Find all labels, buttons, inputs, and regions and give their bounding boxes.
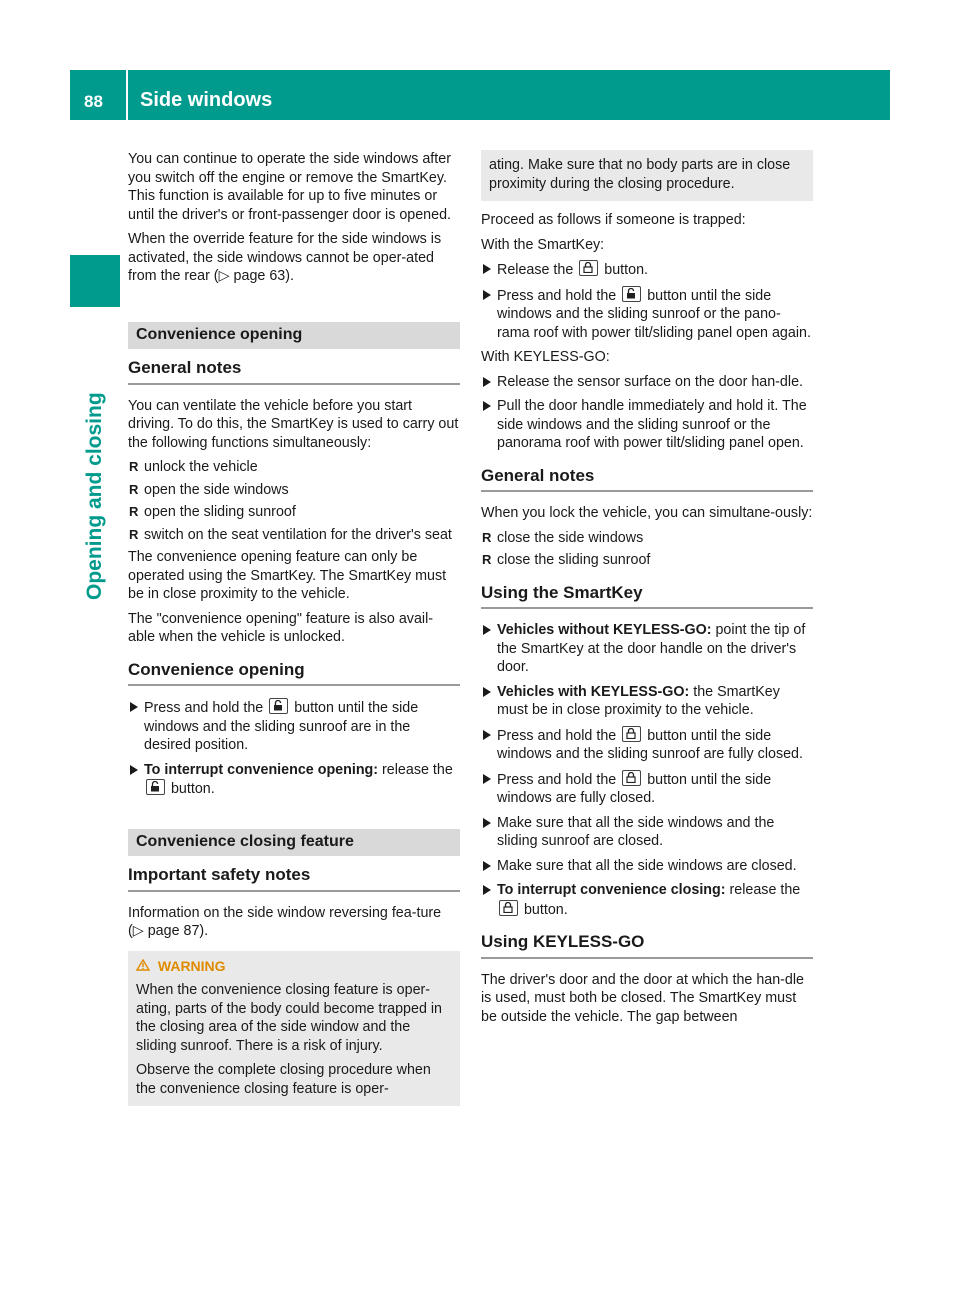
warning-continued: ating. Make sure that no body parts are in close proximity during the closing procedure. (481, 150, 813, 201)
warning-box (128, 951, 460, 1107)
instruction-step: Make sure that all the side windows and the sliding sunroof are closed. (481, 814, 813, 851)
instruction-step: Vehicles with KEYLESS-GO: the SmartKey must be in close proximity to the vehicle. (481, 683, 813, 720)
instruction-step: Press and hold the button until the side windows and the sliding sunroof or the pano-rama roof with power tilt/sliding panel open again. (481, 286, 813, 343)
warning-text: When the convenience closing feature is oper-ating, parts of the body could become trapped in the closing area of the side window and the sliding sunroof. There is a risk of injury. (136, 982, 442, 1054)
instruction-step: Release the sensor surface on the door han-dle. (481, 373, 813, 392)
paragraph: You can continue to operate the side windows after you switch off the engine or remove the SmartKey. This function is available for up to five minutes or until the driver's or front-passenger door is opened. (128, 151, 451, 223)
subheading: General notes (128, 359, 460, 385)
chapter-title: Opening and closing (83, 392, 106, 600)
paragraph: When the override feature for the side windows is activated, the side windows cannot be oper-ated from the rear (▷ page 63). (128, 231, 442, 284)
instruction-step: Press and hold the button until the side windows and the sliding sunroof are in the desired position. (128, 698, 460, 755)
paragraph: The "convenience opening" feature is also avail-able when the vehicle is unlocked. (128, 610, 434, 645)
subheading: General notes (481, 467, 813, 493)
right-column (481, 150, 813, 1032)
unlock-icon (622, 286, 641, 302)
list-item: R switch on the seat ventilation for the driver's seat (128, 526, 460, 545)
paragraph: The driver's door and the door at which the han-dle is used, must both be closed. The SmartKey must be outside the vehicle. The gap between (481, 971, 805, 1025)
instruction-step: Pull the door handle immediately and hold it. The side windows and the sliding sunroof or the panorama roof with power tilt/sliding panel open. (481, 397, 813, 453)
paragraph: The convenience opening feature can only be operated using the SmartKey. The SmartKey must be in close proximity to the vehicle. (128, 549, 447, 602)
page-title: Side windows (140, 89, 273, 111)
lock-icon (622, 726, 641, 742)
unlock-icon (269, 698, 288, 714)
warning-icon (136, 957, 150, 976)
paragraph: With KEYLESS-GO: (481, 349, 610, 365)
paragraph: Information on the side window reversing fea-ture (▷ page 87). (128, 904, 442, 939)
page-number: 88 (84, 92, 103, 111)
paragraph: You can ventilate the vehicle before you start driving. To do this, the SmartKey is used to carry out the following functions simultaneously: (128, 397, 459, 451)
instruction-step: To interrupt convenience closing: release the button. (481, 881, 813, 919)
list-item: R open the side windows (128, 481, 460, 500)
instruction-step: Release the button. (481, 260, 813, 280)
list-item: R close the sliding sunroof (481, 551, 813, 570)
subheading: Using the SmartKey (481, 584, 813, 610)
side-tab-block (70, 255, 120, 307)
instruction-step: To interrupt convenience opening: release the button. (128, 761, 460, 799)
paragraph: With the SmartKey: (481, 236, 605, 253)
lock-icon (622, 770, 641, 786)
warning-title: WARNING (136, 957, 452, 976)
section-heading: Convenience opening (128, 322, 460, 350)
paragraph: When you lock the vehicle, you can simultane-ously: (481, 505, 813, 521)
subheading: Important safety notes (128, 866, 460, 892)
list-item: R close the side windows (481, 529, 813, 548)
warning-text: Observe the complete closing procedure when the convenience closing feature is oper- (136, 1062, 431, 1097)
subheading: Using KEYLESS-GO (481, 933, 813, 959)
instruction-step: Vehicles without KEYLESS-GO: point the tip of the SmartKey at the door handle on the driver's door. (481, 621, 813, 677)
paragraph: Proceed as follows if someone is trapped: (481, 212, 746, 228)
header-divider (126, 70, 128, 120)
list-item: R unlock the vehicle (128, 458, 460, 477)
left-column (128, 150, 460, 1114)
lock-icon (499, 900, 518, 916)
unlock-icon (146, 779, 165, 795)
instruction-step: Press and hold the button until the side windows are fully closed. (481, 770, 813, 808)
side-chapter-label (75, 392, 115, 920)
instruction-step: Press and hold the button until the side windows and the sliding sunroof are fully closed. (481, 726, 813, 764)
list-item: R open the sliding sunroof (128, 503, 460, 522)
subheading: Convenience opening (128, 661, 460, 687)
instruction-step: Make sure that all the side windows are closed. (481, 857, 813, 876)
page-header (70, 70, 890, 120)
section-heading: Convenience closing feature (128, 829, 460, 857)
lock-icon (579, 260, 598, 276)
